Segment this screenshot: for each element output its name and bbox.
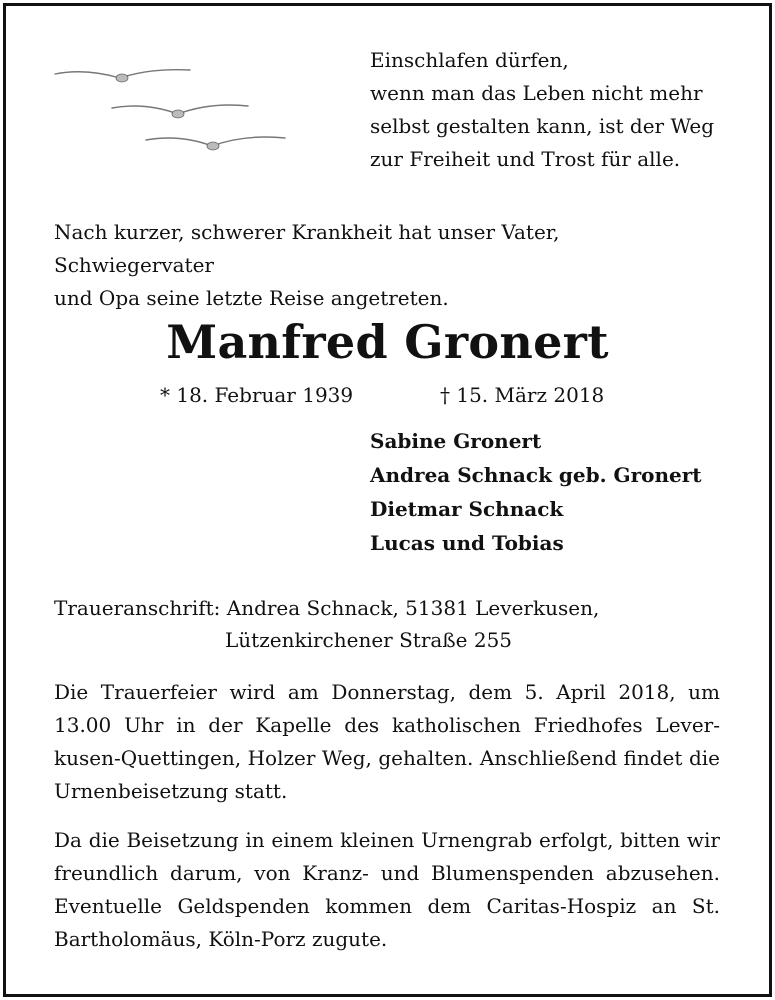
family-member: Sabine Gronert <box>370 429 542 453</box>
family-member: Andrea Schnack geb. Gronert <box>370 463 702 487</box>
family-member: Lucas und Tobias <box>370 531 564 555</box>
birth-date: * 18. Februar 1939 <box>160 383 354 407</box>
poem-line: selbst gestalten kann, ist der Weg <box>370 114 715 138</box>
family-list <box>370 424 702 560</box>
family-member: Dietmar Schnack <box>370 497 564 521</box>
flying-birds-icon <box>50 60 300 160</box>
address-line: Traueranschrift: Andrea Schnack, 51381 Leverkusen, <box>54 596 600 620</box>
poem-line: Einschlafen dürfen, <box>370 48 569 72</box>
poem <box>370 44 714 176</box>
intro-text <box>54 216 724 315</box>
poem-line: zur Freiheit und Trost für alle. <box>370 147 681 171</box>
donations-paragraph: Da die Beisetzung in einem kleinen Urnengrab erfolgt, bitten wir freundlich darum, von Kranz- und Blumenspenden abzusehen. Eventuelle Geldspenden kommen dem Caritas-Hospiz an St. Bartholomäus, Köln-Porz zugute. <box>54 828 720 951</box>
ceremony-paragraph: Die Trauerfeier wird am Donnerstag, dem 5. April 2018, um 13.00 Uhr in der Kapelle des katholischen Friedhofes Leverkusen-Quettingen, Holzer Weg, gehalten. Anschließend findet die Urnenbeisetzung statt. <box>54 680 720 803</box>
poem-line: wenn man das Leben nicht mehr <box>370 81 703 105</box>
intro-line: und Opa seine letzte Reise angetreten. <box>54 286 449 310</box>
intro-line: Nach kurzer, schwerer Krankheit hat unser Vater, Schwiegervater <box>54 220 560 277</box>
deceased-name: Manfred Gronert <box>166 315 609 369</box>
address-line: Lützenkirchener Straße 255 <box>225 628 513 652</box>
death-date: † 15. März 2018 <box>440 383 605 407</box>
mourning-address <box>54 592 599 656</box>
